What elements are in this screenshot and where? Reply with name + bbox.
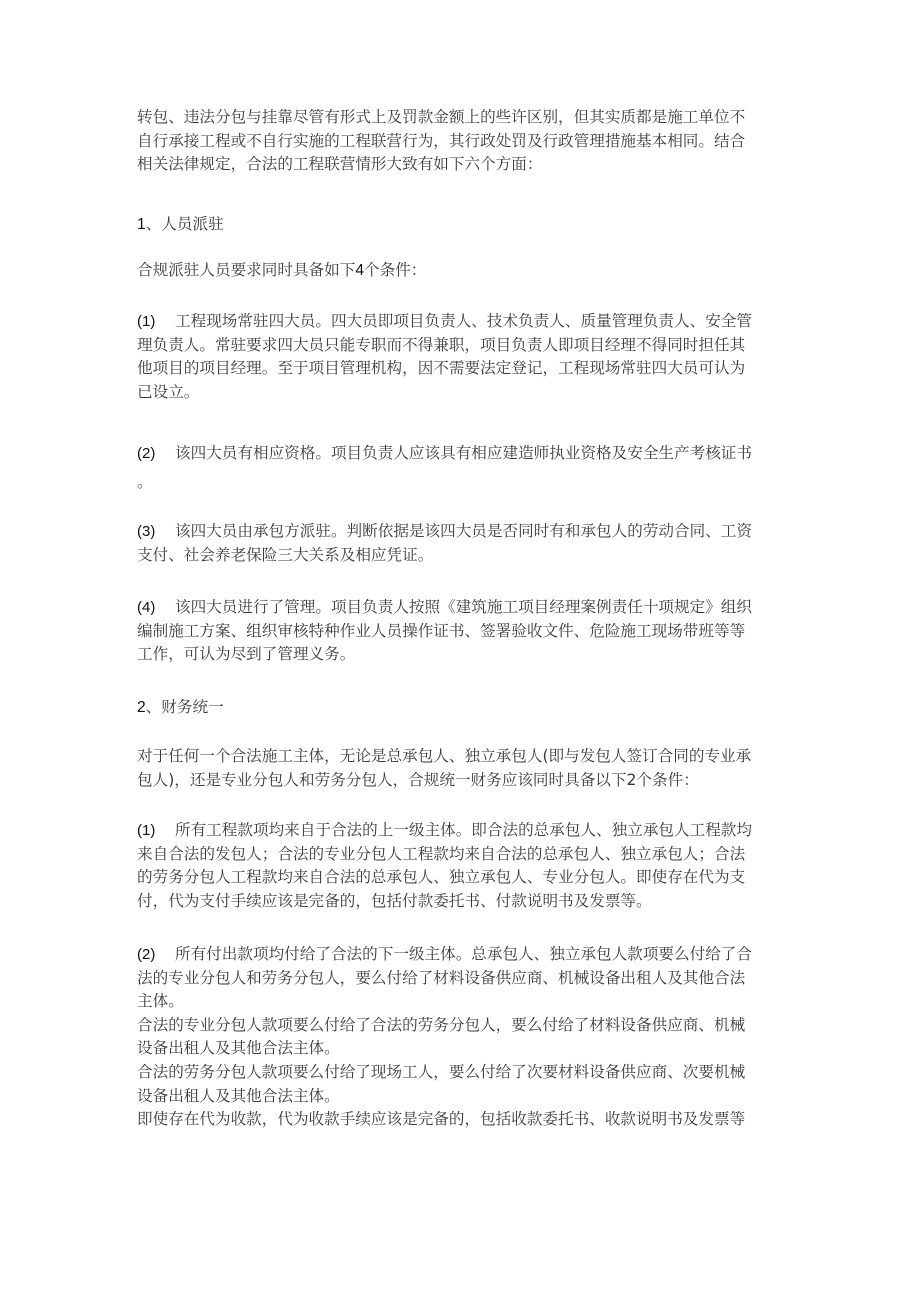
section-title: 、人员派驻 bbox=[145, 215, 224, 233]
item-marker: (1) bbox=[137, 313, 156, 330]
item-marker: (1) bbox=[137, 822, 156, 839]
s1-item-4 bbox=[137, 596, 797, 667]
section-number: 2 bbox=[137, 699, 146, 716]
text-line: 支付、社会养老保险三大关系及相应凭证。 bbox=[137, 545, 434, 564]
lead-count: 4 bbox=[355, 262, 365, 279]
item-marker: (3) bbox=[137, 523, 156, 540]
s1-item-3 bbox=[137, 520, 797, 567]
section-1-heading bbox=[137, 213, 797, 237]
text-line: 他项目的项目经理。至于项目管理机构，因不需要法定登记，工程现场常驻四大员可认为 bbox=[137, 359, 746, 378]
text-line: 合法的劳务分包人款项要么付给了现场工人，要么付给了次要材料设备供应商、次要机械 bbox=[137, 1062, 746, 1081]
section-2-lead bbox=[137, 745, 797, 792]
text-line: 该四大员由承包方派驻。判断依据是该四大员是否同时有和承包人的劳动合同、工资 bbox=[175, 522, 752, 540]
text-line: 设备出租人及其他合法主体。 bbox=[137, 1039, 340, 1058]
lead-text: 合规派驻人员要求同时具备如下 bbox=[137, 261, 356, 279]
item-marker: (2) bbox=[137, 946, 156, 963]
section-number: 1 bbox=[137, 216, 146, 233]
text-line: 的劳务分包人工程款均来自合法的总承包人、独立承包人、专业分包人。即使存在代为支 bbox=[137, 868, 746, 887]
text-line: 自行承接工程或不自行实施的工程联营行为，其行政处罚及行政管理措施基本相同。结合 bbox=[137, 131, 746, 150]
text-line: 已设立。 bbox=[137, 382, 200, 401]
s2-item-1 bbox=[137, 819, 797, 913]
text-line: 该四大员进行了管理。项目负责人按照《建筑施工项目经理案例责任十项规定》组织 bbox=[175, 598, 752, 616]
text-line: 。 bbox=[137, 473, 153, 491]
s2-item-2 bbox=[137, 943, 797, 1132]
text-line: 该四大员有相应资格。项目负责人应该具有相应建造师执业资格及安全生产考核证书 bbox=[175, 444, 752, 462]
text-line: 即使存在代为收款，代为收款手续应该是完备的，包括收款委托书、收款说明书及发票等 bbox=[137, 1110, 746, 1129]
text-line: 所有工程款项均来自于合法的上一级主体。即合法的总承包人、独立承包人工程款均 bbox=[175, 821, 752, 839]
text-line: 包人)，还是专业分包人和劳务分包人，合规统一财务应该同时具备以下2个条件： bbox=[137, 770, 699, 789]
lead-text: 个条件： bbox=[364, 261, 427, 279]
text-line: 对于任何一个合法施工主体，无论是总承包人、独立承包人(即与发包人签订合同的专业承 bbox=[137, 747, 752, 765]
text-line: 来自合法的发包人；合法的专业分包人工程款均来自合法的总承包人、独立承包人；合法 bbox=[137, 844, 746, 863]
text-line: 转包、违法分包与挂靠尽管有形式上及罚款金额上的些许区别，但其实质都是施工单位不 bbox=[137, 108, 746, 126]
section-1-lead bbox=[137, 259, 797, 283]
text-line: 设备出租人及其他合法主体。 bbox=[137, 1086, 340, 1105]
text-line: 合法的专业分包人款项要么付给了合法的劳务分包人，要么付给了材料设备供应商、机械 bbox=[137, 1015, 746, 1034]
text-line: 法的专业分包人和劳务分包人，要么付给了材料设备供应商、机械设备出租人及其他合法 bbox=[137, 968, 746, 987]
text-line: 编制施工方案、组织审核特种作业人员操作证书、签署验收文件、危险施工现场带班等等 bbox=[137, 621, 746, 640]
item-marker: (4) bbox=[137, 599, 156, 616]
item-marker: (2) bbox=[137, 445, 156, 462]
text-line: 付，代为支付手续应该是完备的，包括付款委托书、付款说明书及发票等。 bbox=[137, 891, 652, 910]
text-line: 所有付出款项均付给了合法的下一级主体。总承包人、独立承包人款项要么付给了合 bbox=[175, 945, 752, 963]
text-line: 相关法律规定，合法的工程联营情形大致有如下六个方面： bbox=[137, 155, 543, 174]
section-title: 、财务统一 bbox=[145, 698, 224, 716]
intro-paragraph bbox=[137, 106, 797, 177]
s1-item-2 bbox=[137, 439, 797, 496]
text-line: 工作，可认为尽到了管理义务。 bbox=[137, 645, 356, 664]
s1-item-1 bbox=[137, 310, 797, 404]
text-line: 工程现场常驻四大员。四大员即项目负责人、技术负责人、质量管理负责人、安全管 bbox=[175, 312, 752, 330]
section-2-heading bbox=[137, 696, 797, 720]
text-line: 理负责人。常驻要求四大员只能专职而不得兼职，项目负责人即项目经理不得同时担任其 bbox=[137, 335, 746, 354]
text-line: 主体。 bbox=[137, 992, 184, 1011]
